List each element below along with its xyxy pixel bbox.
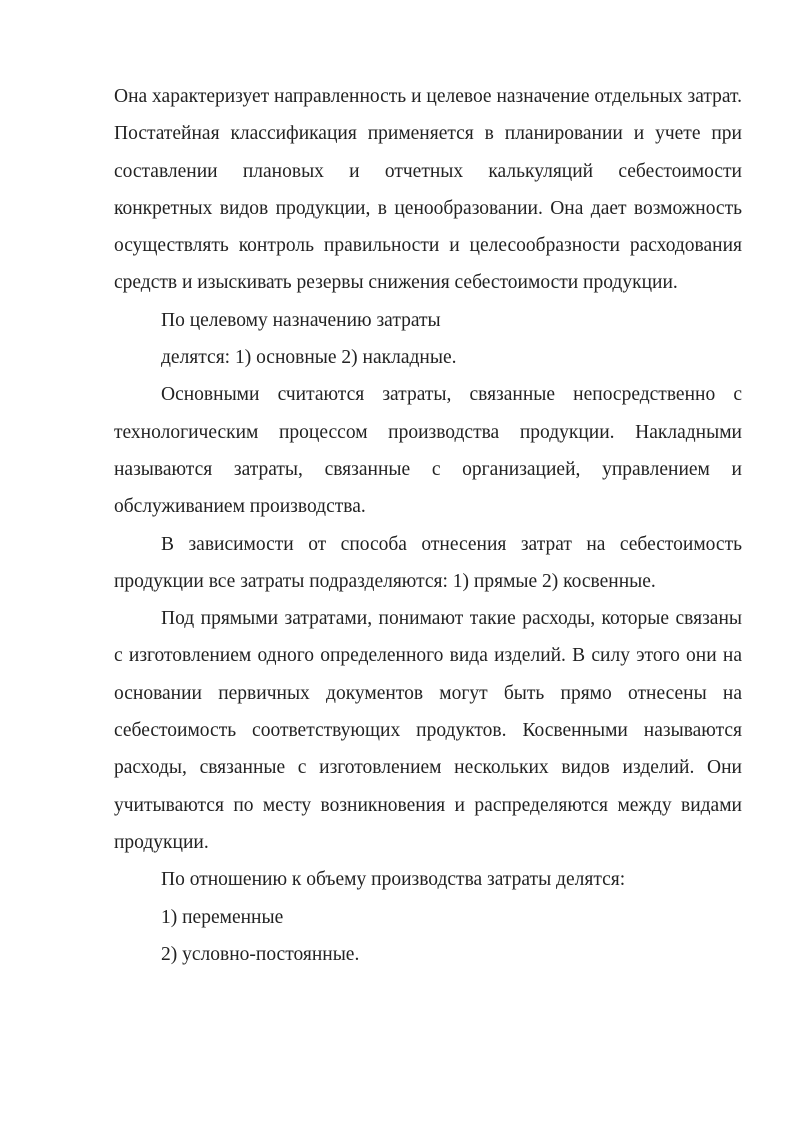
paragraph-by-purpose-list: делятся: 1) основные 2) накладные. [161, 347, 457, 369]
paragraph-direct-indirect-definition: Под прямыми затратами, понимают такие расходы, которые связаны с изготовлением одного определенного вида изделий. В силу этого они на основании первичных документов могут быть прямо отнесены на себестоимость соответствующих продуктов. Косвенными называются расходы, связанные с изготовлением нескольких видов изделий. Они учитываются по месту возникновения и распределяются между видами продукции. [114, 608, 742, 853]
paragraph-direct-indirect-split: В зависимости от способа отнесения затрат на себестоимость продукции все затраты подразделяются: 1) прямые 2) косвенные. [114, 533, 742, 592]
list-item-variable-costs: 1) переменные [161, 906, 284, 928]
list-item-semi-fixed-costs: 2) условно-постоянные. [161, 943, 360, 965]
paragraph-by-volume-heading: По отношению к объему производства затраты делятся: [161, 869, 626, 891]
document-page [114, 78, 742, 973]
paragraph-main-overhead-costs: Основными считаются затраты, связанные непосредственно с технологическим процессом производства продукции. Накладными называются затраты, связанные с организацией, управлением и обслуживанием производства. [114, 384, 742, 518]
paragraph-by-purpose-heading: По целевому назначению затраты [161, 309, 441, 331]
paragraph-cost-item-classification: Она характеризует направленность и целевое назначение отдельных затрат. Постатейная классификация применяется в планировании и учете при составлении плановых и отчетных калькуляций себестоимости конкретных видов продукции, в ценообразовании. Она дает возможность осуществлять контроль правильности и целесообразности расходования средств и изыскивать резервы снижения себестоимости продукции. [114, 86, 742, 294]
